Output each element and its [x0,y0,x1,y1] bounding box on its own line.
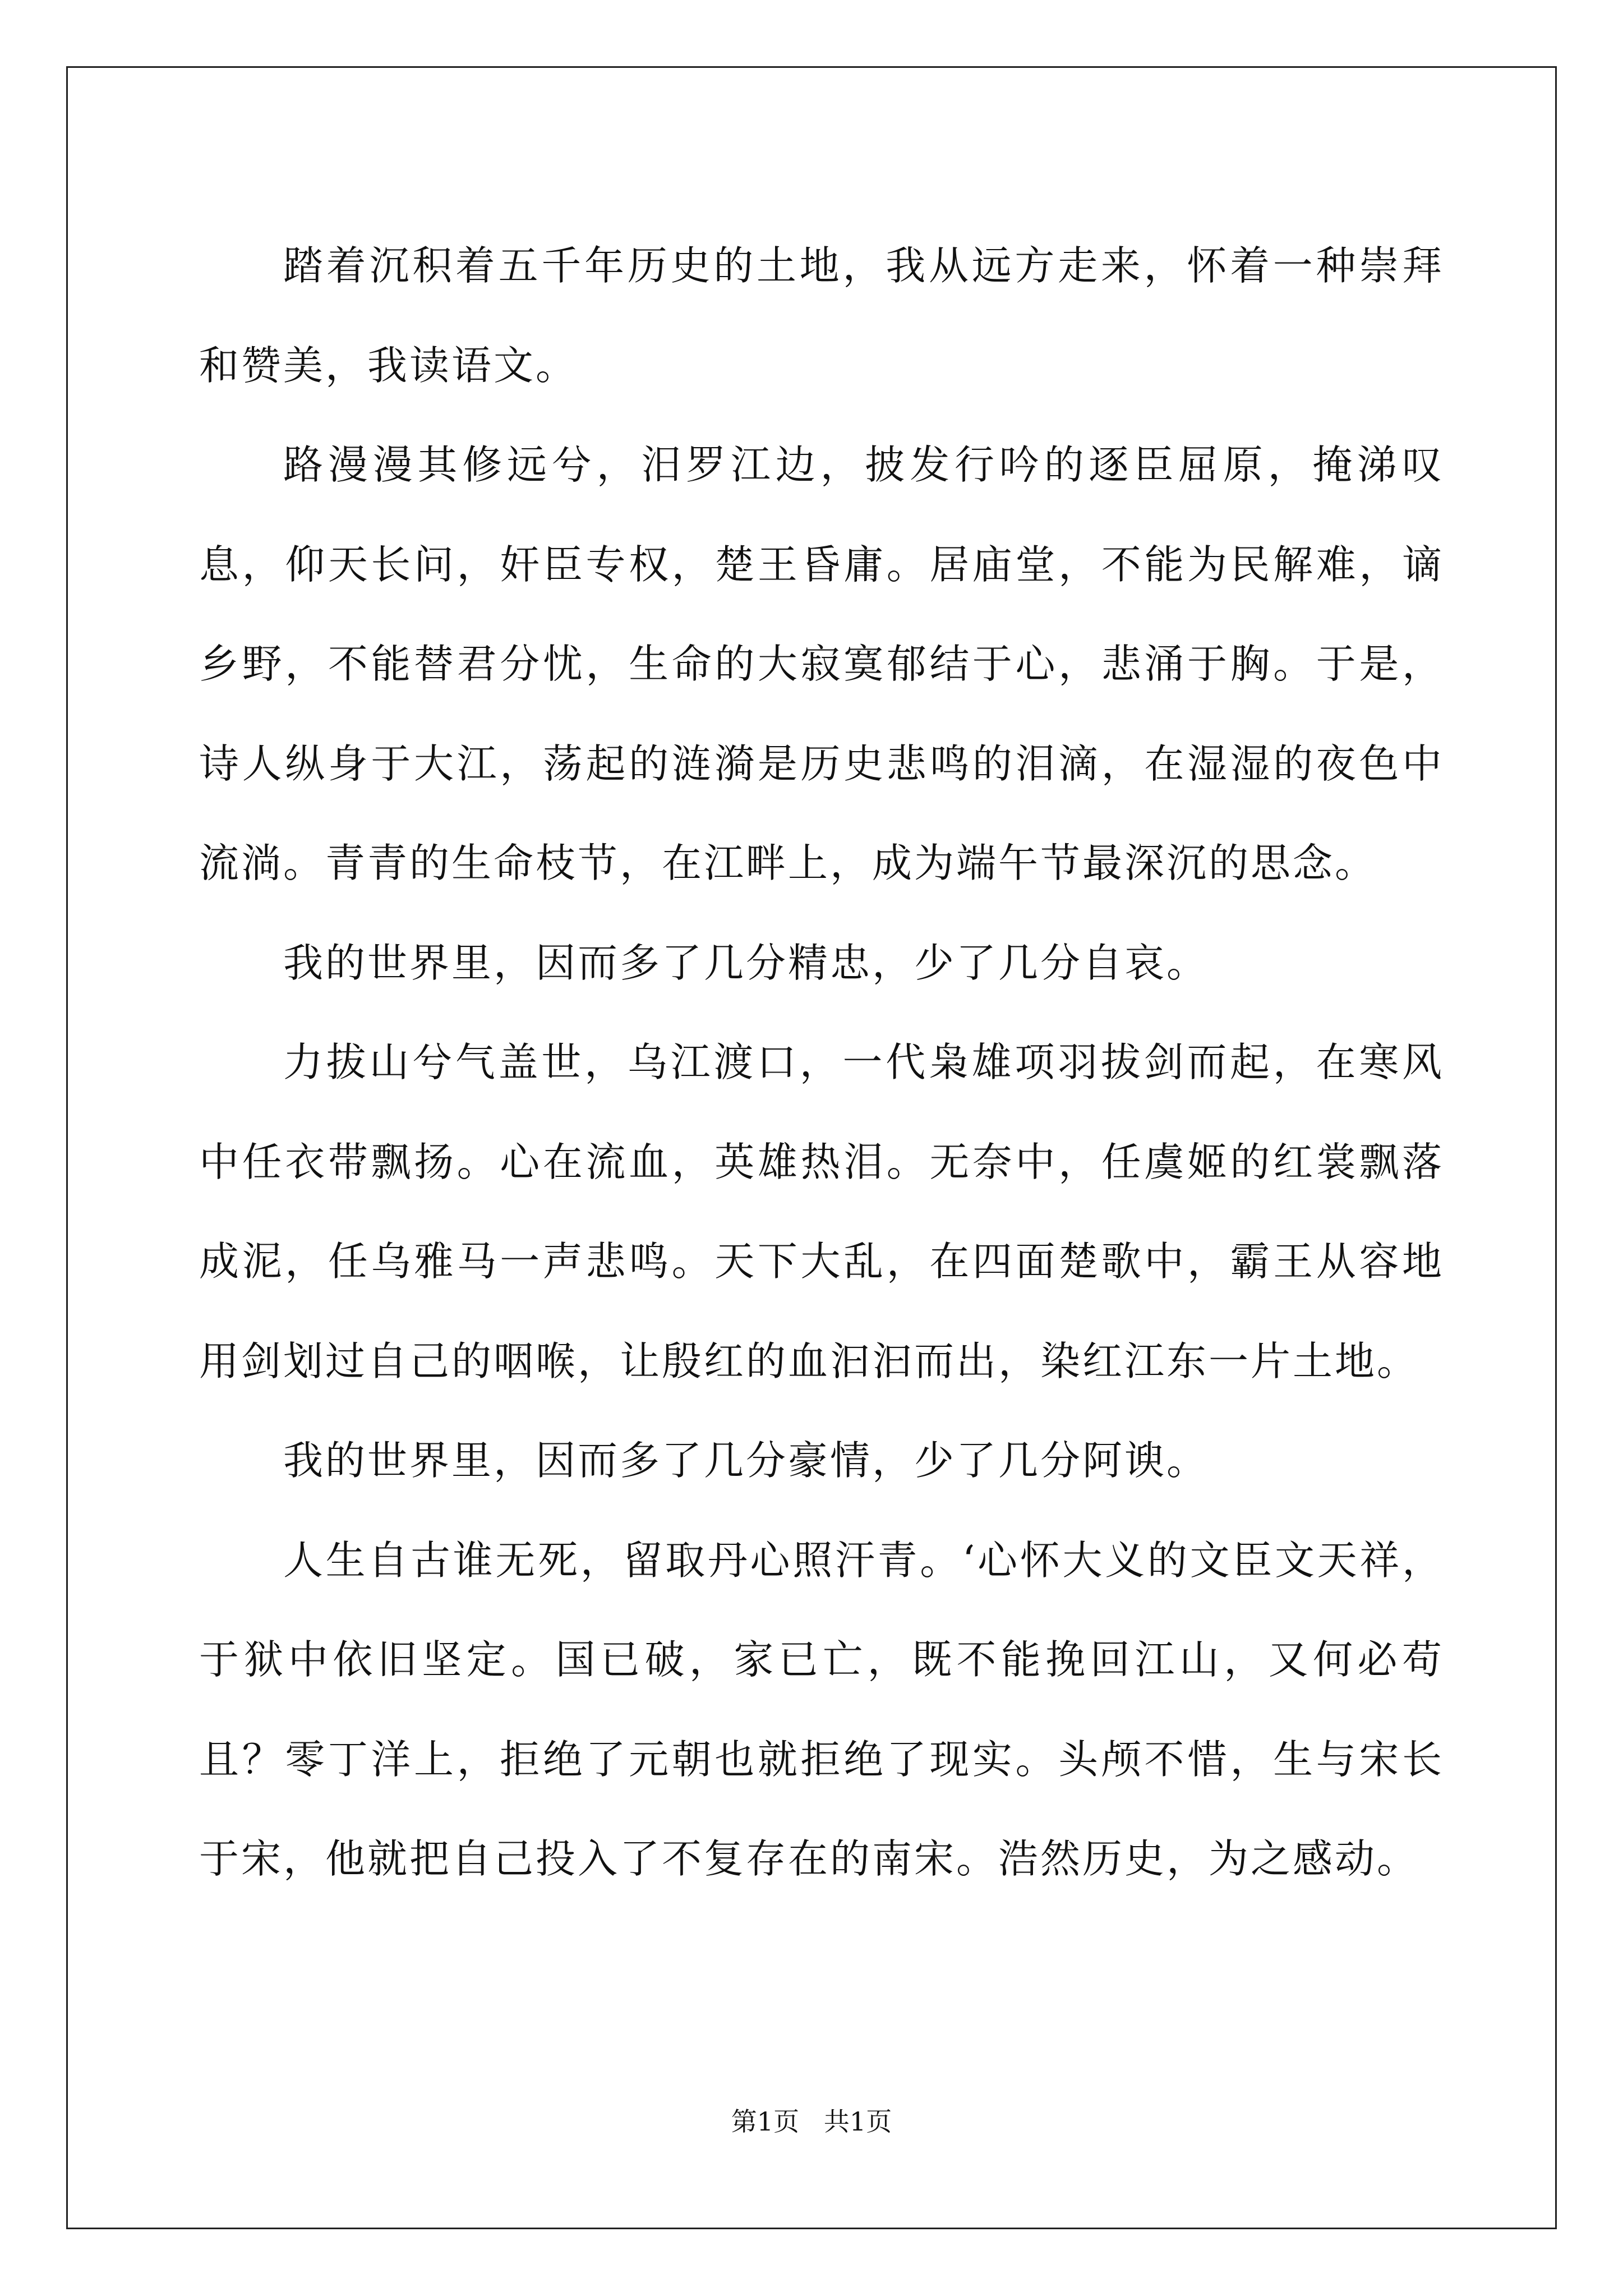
page-footer: 第1页 共1页 [731,2106,892,2137]
document-body [199,216,1444,1909]
paragraph-4: 力拔山兮气盖世，乌江渡口，一代枭雄项羽拔剑而起，在寒风中任衣带飘扬。心在流血，英雄热泪。无奈中，任虞姬的红裳飘落成泥，任乌雅马一声悲鸣。天下大乱，在四面楚歌中，霸王从容地用剑划过自己的咽喉，让殷红的血汩汩而出，染红江东一片土地。 [199,1039,1444,1384]
paragraph-3: 我的世界里，因而多了几分精忠，少了几分自哀。 [283,939,1209,986]
paragraph-2: 路漫漫其修远兮，汨罗江边，披发行吟的逐臣屈原，掩涕叹息，仰天长问，奸臣专权，楚王昏庸。居庙堂，不能为民解难，谪乡野，不能替君分忧，生命的大寂寞郁结于心，悲涌于胸。于是，诗人纵身于大江，荡起的涟漪是历史悲鸣的泪滴，在湿湿的夜色中流淌。青青的生命枝节，在江畔上，成为端午节最深沉的思念。 [199,441,1444,886]
paragraph-5: 我的世界里，因而多了几分豪情，少了几分阿谀。 [283,1437,1209,1484]
paragraph-6: 人生自古谁无死，留取丹心照汗青。‘心怀大义的文臣文天祥，于狱中依旧坚定。国已破，家已亡，既不能挽回江山，又何必苟且？零丁洋上，拒绝了元朝也就拒绝了现实。头颅不惜，生与宋长于宋，他就把自己投入了不复存在的南宋。浩然历史，为之感动。 [199,1536,1444,1882]
paragraph-1: 踏着沉积着五千年历史的土地，我从远方走来，怀着一种崇拜和赞美，我读语文。 [199,242,1444,389]
